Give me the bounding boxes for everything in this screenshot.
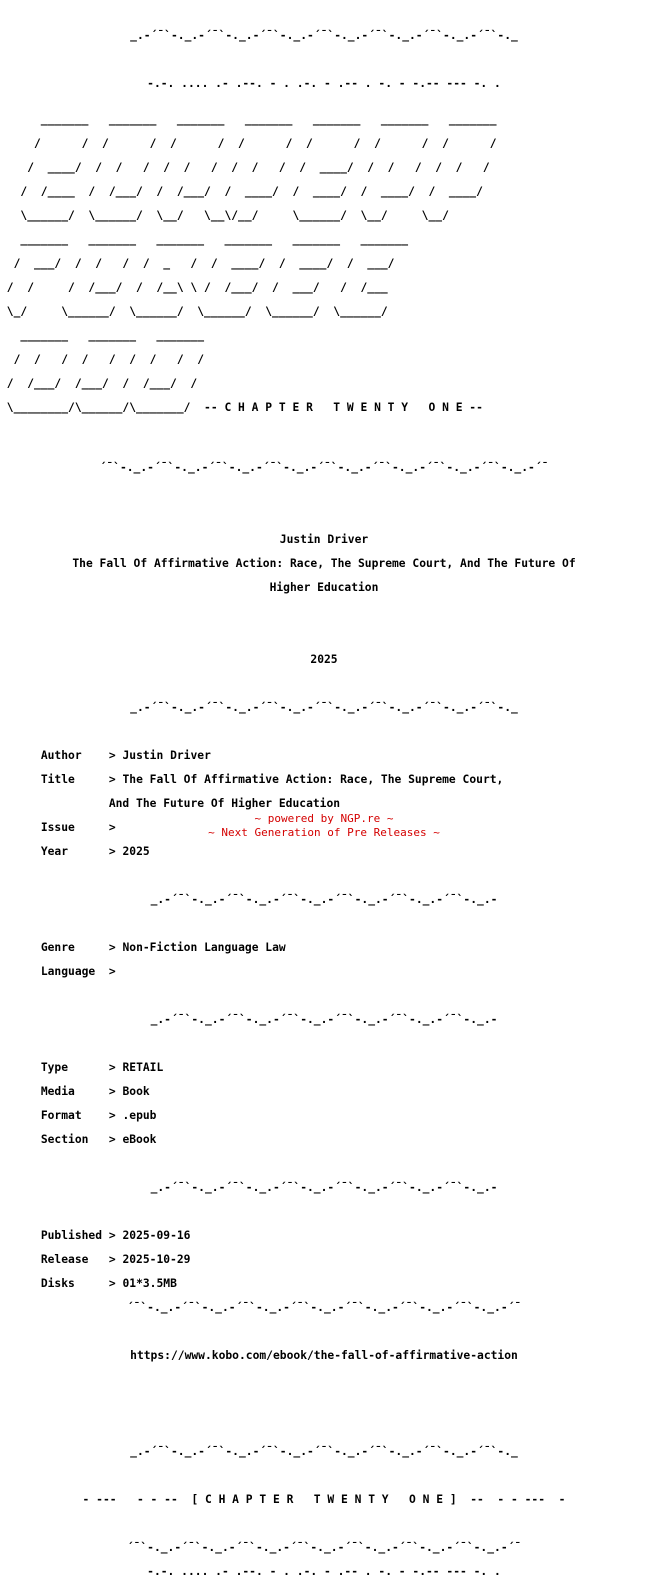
art-line: \________/\______/\_______/: [0, 401, 205, 414]
field-release: 2025-10-29: [122, 1253, 191, 1266]
arrow: >: [108, 773, 116, 786]
art-line: _______ _______ _______ _______ _______ _______: [0, 233, 504, 246]
field-label: Year: [40, 845, 69, 858]
art-line: / / / / / / / / / / / / / /: [0, 137, 504, 150]
field-disks: 01*3.5MB: [122, 1277, 177, 1290]
top-rule: _.-´¯`-._.-´¯`-._.-´¯`-._.-´¯`-._.-´¯`-._.-´¯`-._.-´¯`-._: [130, 29, 518, 42]
field-label: Section: [40, 1133, 89, 1146]
nfo-document: [0, 18, 648, 1590]
field-author: Justin Driver: [122, 749, 211, 762]
field-year: 2025: [122, 845, 150, 858]
rule: _.-´¯`-._.-´¯`-._.-´¯`-._.-´¯`-._.-´¯`-._.-´¯`-._.-´¯`-._: [130, 1445, 518, 1458]
arrow: >: [108, 1109, 116, 1122]
art-line: _______ _______ _______ _______ _______ _______ _______: [0, 113, 504, 126]
morse-rule: -.-. .... .- .--. - . .-. - .-- . -. - -.-- --- -. .: [147, 77, 501, 90]
field-format: .epub: [122, 1109, 157, 1122]
field-label: Genre: [40, 941, 75, 954]
footer-chapter-line: - --- - - -- [ C H A P T E R T W E N T Y O N E ] -- - - --- -: [82, 1493, 566, 1506]
arrow: >: [108, 821, 116, 834]
field-label: Format: [40, 1109, 82, 1122]
art-line: _______ _______ _______: [0, 329, 511, 342]
source-link[interactable]: https://www.kobo.com/ebook/the-fall-of-affirmative-action: [130, 1349, 518, 1362]
art-line: / / / /___/ / /__\ \ / /___/ / ___/ / /___: [0, 281, 504, 294]
rule: _.-´¯`-._.-´¯`-._.-´¯`-._.-´¯`-._.-´¯`-._.-´¯`-._.-: [150, 1013, 498, 1026]
field-section: eBook: [122, 1133, 157, 1146]
header-title: The Fall Of Affirmative Action: Race, The Supreme Court, And The Future Of: [72, 557, 576, 570]
art-line: / / / / / / / / /: [0, 353, 511, 366]
rule: ´¯`-._.-´¯`-._.-´¯`-._.-´¯`-._.-´¯`-._.-´¯`-._.-´¯`-._.-´¯: [126, 1541, 522, 1554]
art-line: / ___/ / / / / _ / / ____/ / ____/ / ___/: [0, 257, 504, 270]
field-label: Release: [40, 1253, 89, 1266]
arrow: >: [108, 965, 116, 978]
rule: ´¯`-._.-´¯`-._.-´¯`-._.-´¯`-._.-´¯`-._.-´¯`-._.-´¯`-._.-´¯: [126, 1301, 522, 1314]
art-line: / /___/ /___/ / /___/ /: [0, 377, 511, 390]
arrow: >: [108, 845, 116, 858]
field-title-cont: And The Future Of Higher Education: [108, 797, 341, 810]
field-genre: Non-Fiction Language Law: [122, 941, 286, 954]
field-media: Book: [122, 1085, 150, 1098]
ascii-art-banner: [0, 102, 648, 426]
arrow: >: [108, 1253, 116, 1266]
rule: _.-´¯`-._.-´¯`-._.-´¯`-._.-´¯`-._.-´¯`-._.-´¯`-._.-: [150, 1181, 498, 1194]
arrow: >: [108, 1229, 116, 1242]
rule: _.-´¯`-._.-´¯`-._.-´¯`-._.-´¯`-._.-´¯`-._.-´¯`-._.-´¯`-._: [130, 701, 518, 714]
header-title-cont: Higher Education: [269, 581, 379, 594]
arrow: >: [108, 1133, 116, 1146]
field-published: 2025-09-16: [122, 1229, 191, 1242]
banner-bottom-rule: ´¯`-._.-´¯`-._.-´¯`-._.-´¯`-._.-´¯`-._.-´¯`-._.-´¯`-._.-´¯`-._.-´¯: [99, 461, 549, 474]
field-label: Media: [40, 1085, 75, 1098]
arrow: >: [108, 1061, 116, 1074]
art-line: \______/ \______/ \__/ \__\/__/ \______/ \__/ \__/: [0, 209, 504, 222]
credit-tagline: ~ Next Generation of Pre Releases ~: [208, 826, 440, 839]
field-label: Language: [40, 965, 96, 978]
chapter-tag: -- C H A P T E R T W E N T Y O N E --: [204, 401, 483, 414]
footer-morse-rule: -.-. .... .- .--. - . .-. - .-- . -. - -.-- --- -. .: [147, 1565, 501, 1578]
field-label: Title: [40, 773, 75, 786]
field-type: RETAIL: [122, 1061, 164, 1074]
field-label: Type: [40, 1061, 69, 1074]
arrow: >: [108, 1085, 116, 1098]
field-label: Disks: [40, 1277, 75, 1290]
arrow: >: [108, 749, 116, 762]
field-label: Issue: [40, 821, 75, 834]
arrow: >: [108, 941, 116, 954]
art-line: \_/ \______/ \______/ \______/ \______/ \______/: [0, 305, 504, 318]
art-line: / /____ / /___/ / /___/ / ____/ / ____/ / ____/ / ____/: [0, 185, 504, 198]
field-label: Published: [40, 1229, 103, 1242]
credit-powered-by: ~ powered by NGP.re ~: [254, 812, 394, 825]
field-title: The Fall Of Affirmative Action: Race, The Supreme Court,: [122, 773, 504, 786]
rule: _.-´¯`-._.-´¯`-._.-´¯`-._.-´¯`-._.-´¯`-._.-´¯`-._.-: [150, 893, 498, 906]
field-label: Author: [40, 749, 82, 762]
header-year: 2025: [310, 653, 338, 666]
header-author: Justin Driver: [279, 533, 369, 546]
arrow: >: [108, 1277, 116, 1290]
art-line: / ____/ / / / / / / / / / / ____/ / / / / / /: [0, 161, 504, 174]
